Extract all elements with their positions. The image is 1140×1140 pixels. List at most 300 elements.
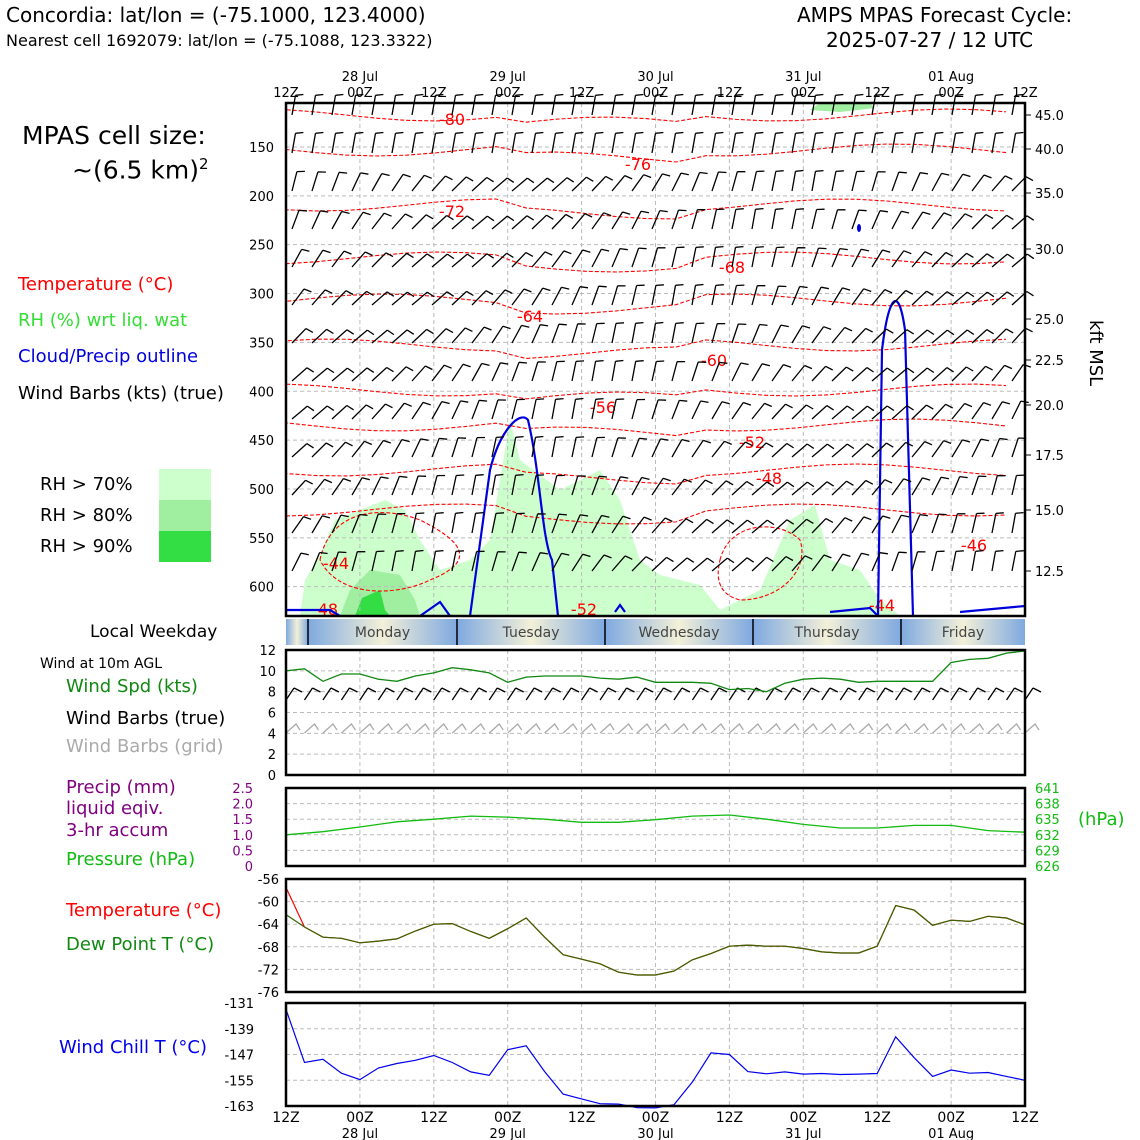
wind-barb [312,250,331,267]
wind-barb [892,515,909,533]
wind-barb [892,442,913,457]
wind-barb [332,368,354,381]
windspd-tick-label: 0 [267,769,276,784]
wind-barb [612,176,632,191]
wind-barb [992,476,1005,495]
wind-barb [812,444,834,457]
wind-barb [292,171,305,191]
surface-wind-barb [840,688,856,700]
wind-barb [652,211,668,229]
temperature-contour-label: -76 [624,155,652,174]
wind-barb [812,248,827,267]
wind-barb [552,133,563,154]
legend-rh70: RH > 70% [40,474,133,495]
time-tick-label-top: 00Z [642,86,669,101]
wind-barb [972,254,994,267]
grid-wind-barb [766,724,780,733]
wind-barb [952,214,972,229]
wind-barb [1012,177,1033,191]
rh-shading [300,103,900,616]
surface-wind-barb [360,688,376,700]
grid-wind-barb [711,724,725,733]
wind-barb [472,291,493,305]
wind-barb [532,95,543,116]
temperature-contour-label: -44 [322,554,350,573]
wind-barb [452,364,471,381]
wind-barb [472,95,483,116]
temperature-contour-label: -56 [589,398,617,417]
wind-barbs-true-label: Wind Barbs (true) [66,708,226,729]
wind-barb [752,171,764,191]
windchill-tick-label: -147 [224,1048,254,1064]
grid-wind-barb [397,724,411,733]
wind-barb [832,171,844,191]
wind-barb [292,480,313,495]
wind-barb [712,520,734,533]
wind-barb [692,519,714,533]
wind-barb [352,291,374,305]
wind-barb [352,133,363,154]
wind-barb [452,513,463,534]
wind-barb [612,249,628,267]
wind-barb [332,330,354,343]
legend-rh90: RH > 90% [40,536,133,557]
grid-wind-barb [859,724,873,733]
wind-barb [512,362,527,381]
temperature-contour [286,464,1006,484]
wind-barb [652,285,664,305]
date-tick-label-bottom: 30 Jul [637,1127,674,1140]
weekday-label: Thursday [794,625,860,641]
wind-barb [472,133,483,154]
temperature-contour [286,109,1006,122]
temp-tick-label: -60 [257,895,279,911]
date-tick-label-top: 29 Jul [489,70,526,85]
wind-barb [692,285,704,306]
wind-barb [552,361,565,381]
wind-barb [312,368,334,381]
wind-barb [812,171,824,191]
wind-barb [492,400,506,419]
surface-wind-barb [1025,688,1041,700]
wind-barb [732,403,751,420]
temperature-contour-label: -44 [868,596,896,615]
wind-barb [832,133,843,154]
wind-barb [832,444,854,457]
wind-barb [692,480,713,495]
temperature-contour [286,419,1006,436]
wind-spd-label: Wind Spd (kts) [66,676,198,697]
wind-barb [432,476,445,496]
grid-wind-barb [656,724,670,733]
wind-barb [672,247,685,267]
wind-barb [412,439,429,457]
kft-tick-label: 35.0 [1035,187,1064,202]
grid-wind-barb [692,724,706,733]
wind-barb [672,323,684,343]
forecast-cycle: 2025-07-27 / 12 UTC [826,28,1034,52]
pressure-tick-label: 638 [1035,797,1060,813]
grid-wind-barb [914,724,928,733]
wind-barb [812,406,834,419]
wind-barb [912,405,933,419]
surface-wind-barb [619,688,635,700]
wind-barb [972,95,983,116]
wind-barb [392,214,413,229]
surface-wind-barb [877,688,893,700]
grid-wind-barb [896,724,910,733]
wind-barb [632,95,643,116]
wind-barb [532,252,552,267]
hpa-label: (hPa) [1078,809,1125,830]
wind-barb [652,439,668,457]
time-tick-label-bottom: 12Z [567,1110,596,1126]
wind-barb [992,215,1013,229]
wind-barb [292,444,314,457]
wind-barb [352,478,370,495]
wind-barb [872,172,886,191]
surface-wind-barb [803,688,819,700]
wind-barb [832,249,848,267]
surface-wind-barb [378,688,394,700]
grid-wind-barb [489,724,503,733]
wind-barb [972,403,991,419]
time-tick-label-bottom: 00Z [641,1110,670,1126]
grid-wind-barb [933,724,947,733]
windchill-tick-label: -163 [224,1100,254,1115]
surface-wind-barb [415,688,431,700]
wind-barb [572,361,584,381]
wind-barb [752,403,772,419]
wind-barb [752,209,764,229]
time-tick-label-bottom: 12Z [1011,1110,1039,1126]
wind-barb [292,210,307,229]
grid-wind-barb [582,724,596,733]
wind-barb [472,400,487,419]
wind-barb [412,215,433,229]
grid-wind-barb [378,724,392,733]
grid-wind-barb [803,724,817,733]
pressure-tick-label: 300 [249,287,274,303]
temp-tick-label: -72 [257,963,279,979]
wind-barb [492,178,514,191]
temp-tick-label: -68 [257,940,279,956]
date-tick-label-top: 31 Jul [785,70,822,85]
wind-barb [372,95,383,116]
wind-barb [792,405,813,419]
wind-barb [992,439,1008,458]
wind-barb [392,95,403,116]
pressure-tick-label: 600 [249,580,274,596]
wind-barb [572,399,583,420]
temperature-contour-label: -48 [755,469,783,488]
wind-barb [852,328,873,343]
wind-barb [532,325,548,343]
temperature-contour [286,199,1006,219]
wind-barb [872,480,892,495]
pressure-tick-label: 629 [1035,844,1060,860]
surface-wind-barb [859,688,875,700]
wind-barb [952,514,965,533]
wind-barb [992,329,1013,343]
grid-wind-barb [674,724,688,733]
wind-barb [892,330,914,343]
surface-wind-barb [582,688,598,700]
kft-tick-label: 22.5 [1035,354,1064,369]
wind-barb [932,173,949,191]
surface-wind-barb [471,688,487,700]
wind-barb [552,287,569,305]
pressure-tick-label: 626 [1035,860,1060,875]
grid-wind-barb [508,724,522,733]
wind-barb [792,287,808,306]
wind-barb [812,482,834,495]
wind-barb [372,441,391,458]
wind-barb [912,291,933,305]
windspd-tick-label: 12 [259,644,276,659]
wind-barb [612,95,623,116]
wind-barb [992,133,1003,154]
wind-barb [392,330,414,343]
wind-barb [552,251,571,267]
pressure-tick-label: 150 [249,140,274,156]
time-tick-label-bottom: 12Z [715,1110,744,1126]
temp-tick-label: -56 [257,873,279,888]
wind-barb [332,291,353,305]
wind-barb [572,133,583,154]
wind-barb [672,519,693,533]
wind-barb [632,438,647,457]
wind-barb [1012,513,1024,533]
temperature-contour-label: -52 [738,433,766,452]
wind-barb [552,215,573,230]
wind-barb [712,441,732,457]
wind-barb [972,476,986,495]
wind-barb [472,475,484,495]
wind-barb [852,289,871,305]
wind-barb [592,176,613,191]
surface-wind-barb [785,688,801,700]
windspd-tick-label: 6 [267,706,276,722]
wind-barb [772,365,791,381]
wind-barb [312,443,333,457]
precip-tick-label: 1.0 [232,828,253,844]
wind-barb [1012,551,1024,571]
wind-barb [332,133,343,154]
cell-size-exponent: 2 [199,155,209,173]
wind-barb [652,248,666,267]
cell-size-value-text: ~(6.5 km) [72,155,199,185]
date-tick-label-top: 30 Jul [637,70,674,85]
wind-barb [812,366,833,381]
grid-wind-barb [988,724,1002,733]
wind-barb [632,211,649,229]
wind-barb [872,133,883,154]
surface-wind-barb [951,688,967,700]
wind-barb [872,516,890,533]
time-tick-label-top: 12Z [421,86,447,101]
wind-barb [872,290,892,305]
wind-barb [332,95,343,116]
wind-barb [872,443,893,457]
wind-barb [892,368,914,381]
precip-tick-label: 0 [244,860,253,875]
wind-barb [892,291,913,306]
wind-barb [912,133,923,154]
wind-barb [392,440,410,457]
wind-barb [392,253,414,267]
wind-barb [672,400,687,419]
wind-barb [432,329,453,343]
wind-barb [812,209,825,229]
wind-barb [732,285,744,305]
windspd-tick-label: 10 [259,664,276,680]
wind-barb [332,212,350,230]
surface-wind-barb [545,688,561,700]
wind-barb [872,406,894,419]
wind-barb [292,249,309,267]
wind-barb [912,442,932,457]
wind-barb [932,133,943,154]
wind-barb [412,402,431,419]
wind-barb [912,368,934,381]
windspd-tick-label: 4 [267,727,276,743]
precip-tick-label: 2.0 [232,797,253,813]
date-tick-label-top: 28 Jul [341,70,379,85]
grid-wind-barb [600,724,614,733]
wind-barb [492,290,512,305]
wind-barb [372,404,393,419]
time-tick-label-top: 00Z [790,86,817,101]
wind-barb [1012,328,1033,343]
wind-barb [772,404,793,419]
wind-barb [692,95,703,116]
wind-barb [972,439,989,457]
wind-barbs-grid-label: Wind Barbs (grid) [66,736,224,757]
kft-tick-label: 17.5 [1035,449,1064,464]
windchill-tick-label: -155 [224,1074,254,1090]
wind-barb [732,209,744,229]
wind-barb [592,133,603,154]
wind-barb [672,210,687,229]
wind-barb [452,177,473,191]
wind-barb [872,368,894,381]
wind-barb [632,285,645,305]
wind-barb [992,551,1004,571]
wind-barb [432,254,454,267]
pressure-tick-label: 200 [249,189,274,205]
pressure-tick-label: 350 [249,336,274,352]
wind-barb [912,552,926,571]
wind-barb [692,173,708,192]
wind-barb [312,479,332,495]
wind-barb [692,323,704,343]
surface-wind-barb [896,688,912,700]
wind-barb [652,323,663,344]
wind-barb [312,211,328,229]
kft-tick-label: 25.0 [1035,313,1064,328]
time-tick-label-bottom: 12Z [272,1110,300,1126]
wind-barb [312,172,326,191]
wind-barb [772,247,785,267]
wind-barb [912,252,932,267]
wind-barb [372,330,394,343]
wind-barb [692,440,711,457]
wind-barb [332,172,347,191]
wind-barb [552,324,567,343]
pressure-tick-label: 550 [249,531,274,547]
grid-wind-barb [951,724,965,733]
wind-barb [292,517,311,533]
wind-barb [752,95,763,116]
wind-barb [312,406,334,419]
precip-label-1: Precip (mm) [66,777,176,798]
wind-barb [692,558,714,571]
surface-wind-barb [397,688,413,700]
legend-rh: RH (%) wrt liq. wat [18,310,188,331]
precip-tick-label: 1.5 [232,813,253,829]
wind-barb [392,367,413,381]
grid-wind-barb [1025,724,1039,733]
surface-wind-barb [341,688,357,700]
wind-barb [432,402,450,419]
legend-barbs: Wind Barbs (kts) (true) [18,383,224,404]
grid-wind-barb [434,724,448,733]
wind-barb [532,399,544,419]
pressure-tick-label: 250 [249,238,274,254]
wind-barb [1012,216,1034,229]
wind-barb [932,213,951,229]
wind-barb [532,178,554,191]
wind-barb [692,133,703,154]
grid-wind-barb [729,724,743,733]
date-tick-label-bottom: 31 Jul [785,1127,822,1140]
windspd-tick-label: 8 [267,685,276,701]
wind-barb [512,216,534,229]
wind-barb [412,476,426,495]
wind-barb [332,479,351,495]
wind-barb [992,365,1012,381]
time-tick-label-top: 00Z [938,86,964,101]
wind-barb [892,172,907,191]
wind-barb [672,95,683,116]
grid-wind-barb [360,724,374,733]
grid-wind-barb [526,724,540,733]
temp-tick-label: -64 [257,918,279,934]
wind-barb [352,252,372,267]
wind-barb [892,133,903,154]
wind-barb [672,133,683,154]
wind-barb [952,133,963,154]
wind-barb [712,402,730,419]
wind-barb [512,325,529,343]
wind-barb [792,209,804,229]
wind-barb [352,368,374,381]
grid-wind-barb [563,724,577,733]
wind-barb [532,362,546,381]
wind-barb [312,516,330,533]
wind-barb [912,173,928,191]
wind-barb [772,171,784,191]
wind-barb [892,251,911,267]
wind-barb [992,513,1004,533]
wind-barb [412,329,434,343]
wind-barb [612,212,630,229]
wind-barb [812,327,831,343]
temperature-contour-label: -60 [700,351,728,370]
temperature-contour-label: -68 [718,258,746,277]
wind-barb [472,254,494,267]
